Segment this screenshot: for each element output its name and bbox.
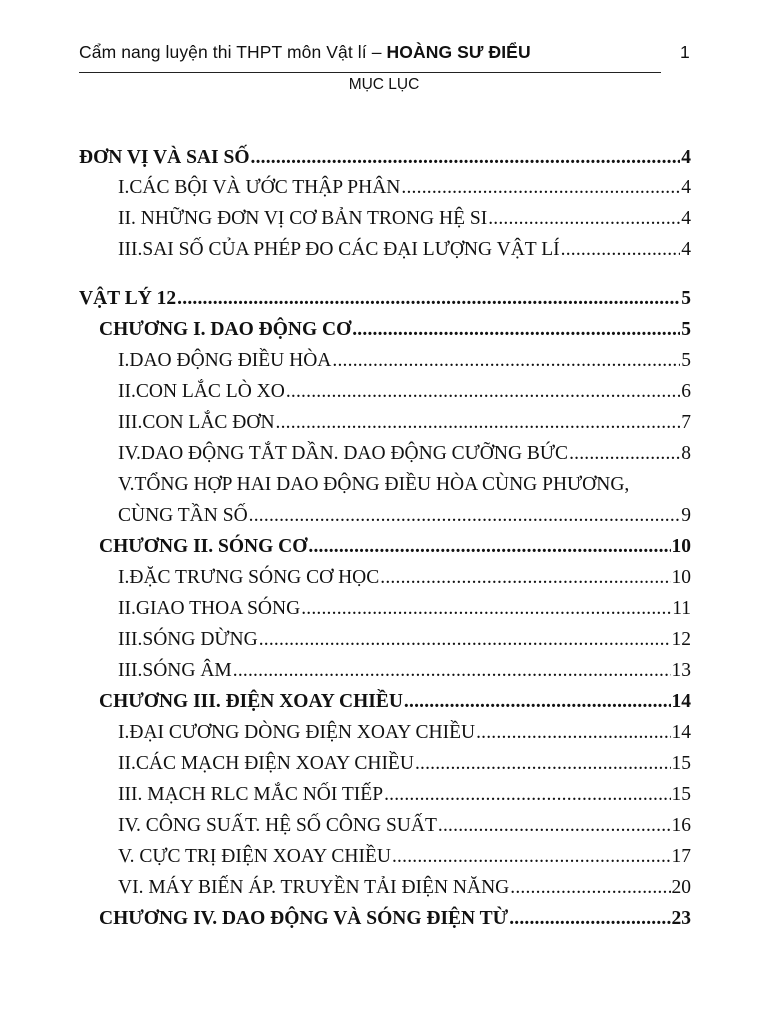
toc-entry-label: III. MẠCH RLC MẮC NỐI TIẾP [118, 784, 384, 805]
toc-leader-dots [488, 206, 680, 232]
toc-entry[interactable] [79, 145, 691, 171]
toc-entry-page: 14 [671, 722, 691, 743]
toc-leader-dots [301, 596, 671, 622]
toc-entry[interactable] [118, 844, 691, 870]
header-author: HOÀNG SƯ ĐIỂU [386, 42, 531, 62]
toc-entry-page: 10 [671, 567, 691, 588]
toc-entry-page: 7 [681, 412, 691, 433]
toc-entry-label: III.CON LẮC ĐƠN [118, 412, 275, 433]
header-title-prefix: Cẩm nang luyện thi THPT môn Vật lí – [79, 42, 387, 62]
toc-leader-dots [177, 286, 680, 312]
toc-leader-dots [404, 689, 671, 715]
toc-leader-dots [401, 175, 680, 201]
toc-entry-page: 11 [672, 598, 691, 619]
toc-entry-label: I.CÁC BỘI VÀ ƯỚC THẬP PHÂN [118, 177, 401, 198]
toc-entry[interactable] [118, 503, 691, 529]
toc-entry-page: 5 [681, 288, 691, 309]
toc-entry-label: I.ĐẶC TRƯNG SÓNG CƠ HỌC [118, 567, 380, 588]
toc-leader-dots [569, 441, 680, 467]
toc-leader-dots [438, 813, 671, 839]
toc-entry[interactable] [118, 875, 691, 901]
toc-leader-dots [308, 534, 670, 560]
toc-entry[interactable] [118, 565, 691, 591]
toc-entry[interactable] [118, 441, 691, 467]
toc-leader-dots [380, 565, 670, 591]
toc-entry-page: 5 [681, 319, 691, 340]
toc-entry-label: II.CON LẮC LÒ XO [118, 381, 285, 402]
toc-entry[interactable] [118, 237, 691, 263]
toc-entry-label: CHƯƠNG I. DAO ĐỘNG CƠ [99, 319, 352, 340]
toc-entry-page: 23 [671, 908, 691, 929]
running-header [79, 42, 661, 73]
toc-title: MỤC LỤC [348, 76, 420, 93]
toc-entry-label: VẬT LÝ 12 [79, 288, 177, 309]
toc-leader-dots [332, 348, 680, 374]
toc-entry[interactable] [118, 175, 691, 201]
toc-entry[interactable] [79, 286, 691, 312]
toc-entry-label: I.ĐẠI CƯƠNG DÒNG ĐIỆN XOAY CHIỀU [118, 722, 476, 743]
toc-leader-dots [286, 379, 680, 405]
toc-entry[interactable] [118, 720, 691, 746]
toc-leader-dots [415, 751, 671, 777]
toc-entry-page: 4 [681, 208, 691, 229]
toc-entry[interactable] [118, 627, 691, 653]
toc-leader-dots [561, 237, 681, 263]
toc-entry[interactable] [99, 689, 691, 715]
toc-leader-dots [251, 145, 681, 171]
toc-entry-label: IV. CÔNG SUẤT. HỆ SỐ CÔNG SUẤT [118, 815, 437, 836]
toc-entry[interactable] [118, 751, 691, 777]
toc-leader-dots [384, 782, 670, 808]
toc-leader-dots [509, 906, 670, 932]
toc-entry-page: 4 [681, 239, 691, 260]
page-number: 1 [680, 42, 690, 62]
toc-entry[interactable] [99, 317, 691, 343]
toc-entry[interactable] [118, 658, 691, 684]
toc-entry-page: 4 [681, 147, 691, 168]
toc-entry[interactable] [118, 472, 629, 498]
toc-leader-dots [233, 658, 671, 684]
toc-entry-page: 14 [671, 691, 691, 712]
toc-entry[interactable] [118, 782, 691, 808]
toc-entry-label: CHƯƠNG IV. DAO ĐỘNG VÀ SÓNG ĐIỆN TỪ [99, 908, 509, 929]
toc-entry[interactable] [118, 813, 691, 839]
toc-entry-label: I.DAO ĐỘNG ĐIỀU HÒA [118, 350, 332, 371]
toc-entry-page: 15 [671, 784, 691, 805]
toc-leader-dots [392, 844, 671, 870]
toc-leader-dots [510, 875, 670, 901]
toc-entry-label: V. CỰC TRỊ ĐIỆN XOAY CHIỀU [118, 846, 391, 867]
header-title [79, 42, 531, 63]
toc-entry-page: 15 [671, 753, 691, 774]
toc-entry-page: 12 [671, 629, 691, 650]
toc-entry-label: II.CÁC MẠCH ĐIỆN XOAY CHIỀU [118, 753, 414, 774]
toc-entry[interactable] [99, 534, 691, 560]
toc-entry-page: 20 [671, 877, 691, 898]
toc-entry[interactable] [118, 379, 691, 405]
toc-leader-dots [352, 317, 680, 343]
toc-leader-dots [249, 503, 681, 529]
toc-entry-label: IV.DAO ĐỘNG TẮT DẦN. DAO ĐỘNG CƯỠNG BỨC [118, 443, 569, 464]
toc-entry-label: III.SÓNG ÂM [118, 660, 232, 681]
toc-entry-label: II. NHỮNG ĐƠN VỊ CƠ BẢN TRONG HỆ SI [118, 208, 488, 229]
toc-entry-label: ĐƠN VỊ VÀ SAI SỐ [79, 147, 250, 168]
toc-entry-page: 6 [681, 381, 691, 402]
toc-entry[interactable] [118, 206, 691, 232]
toc-leader-dots [276, 410, 681, 436]
toc-entry-label: CÙNG TẦN SỐ [118, 505, 248, 526]
toc-entry[interactable] [118, 410, 691, 436]
toc-entry-page: 5 [681, 350, 691, 371]
toc-leader-dots [476, 720, 670, 746]
toc-entry-label: VI. MÁY BIẾN ÁP. TRUYỀN TẢI ĐIỆN NĂNG [118, 877, 510, 898]
toc-entry[interactable] [118, 596, 691, 622]
toc-entry-label: V.TỔNG HỢP HAI DAO ĐỘNG ĐIỀU HÒA CÙNG PHƯƠNG, [118, 474, 630, 495]
toc-entry-label: II.GIAO THOA SÓNG [118, 598, 301, 619]
toc-entry-label: III.SAI SỐ CỦA PHÉP ĐO CÁC ĐẠI LƯỢNG VẬT LÍ [118, 239, 560, 260]
toc-entry-page: 9 [681, 505, 691, 526]
toc-entry-page: 8 [681, 443, 691, 464]
toc-entry-page: 13 [671, 660, 691, 681]
toc-entry-label: III.SÓNG DỪNG [118, 629, 258, 650]
toc-entry-page: 4 [681, 177, 691, 198]
toc-leader-dots [259, 627, 671, 653]
toc-entry-page: 10 [671, 536, 691, 557]
toc-entry-label: CHƯƠNG III. ĐIỆN XOAY CHIỀU [99, 691, 403, 712]
toc-entry-page: 17 [671, 846, 691, 867]
toc-entry[interactable] [99, 906, 691, 932]
toc-entry-page: 16 [671, 815, 691, 836]
toc-entry-label: CHƯƠNG II. SÓNG CƠ [99, 536, 308, 557]
toc-entry[interactable] [118, 348, 691, 374]
